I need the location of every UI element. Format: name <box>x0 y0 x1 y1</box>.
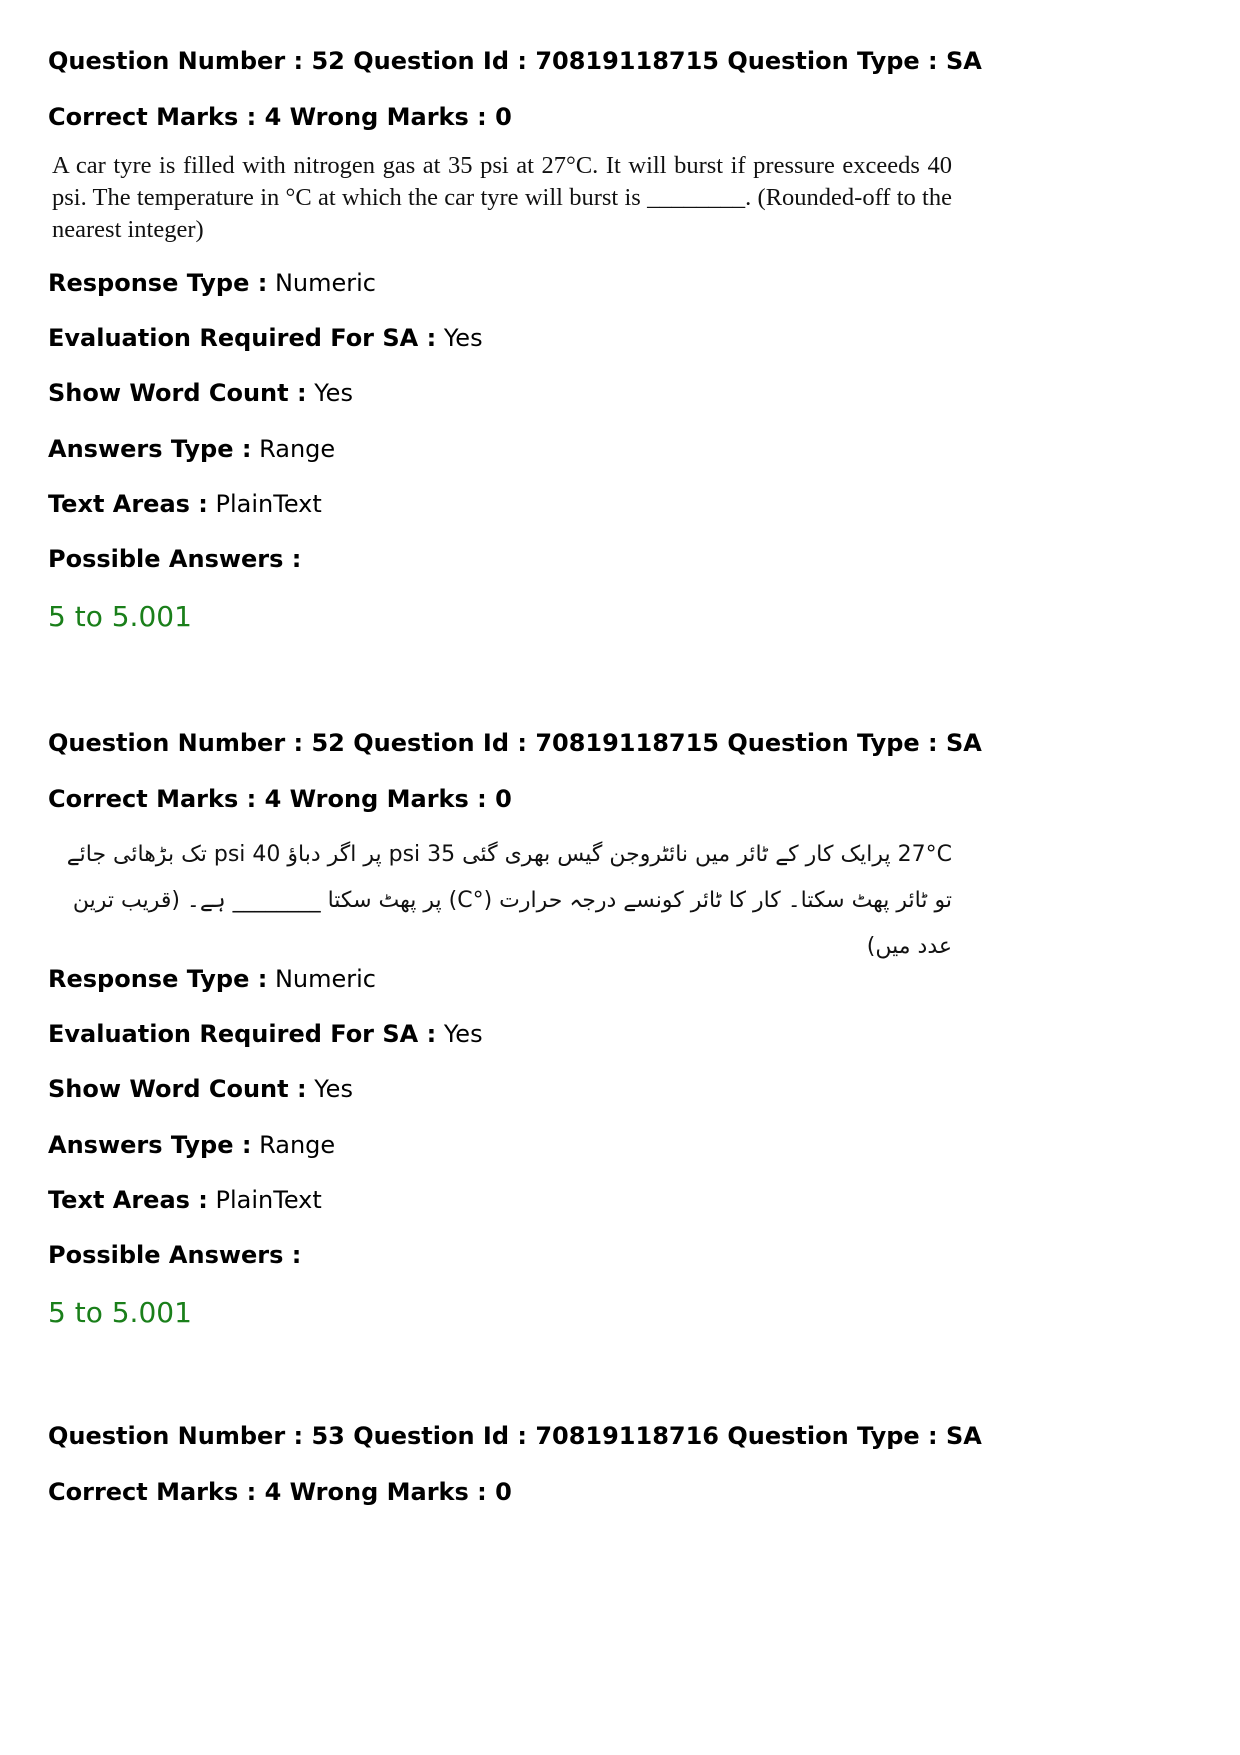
text-areas-row <box>48 489 322 519</box>
answers-type-row <box>48 1130 335 1160</box>
question-header: Question Number : 52 Question Id : 70819118715 Question Type : SA <box>48 729 982 757</box>
show-word-count-value: Yes <box>314 379 353 407</box>
evaluation-required-label: Evaluation Required For SA : <box>48 324 437 352</box>
answers-type-label: Answers Type : <box>48 1131 252 1159</box>
response-type-row <box>48 268 376 298</box>
question-header: Question Number : 52 Question Id : 70819118715 Question Type : SA <box>48 47 982 75</box>
question-text-urdu: 27°C پرایک کار کے ٹائر میں نائٹروجن گیس بھری گئی psi 35 پر اگر دباؤ psi 40 تک بڑھائی جائے تو ٹائر پھٹ سکتا۔ کار کا ٹائر کونسے درجہ حرارت (°C) پر پھٹ سکتا ________ ہے۔ (قریب ترین عدد میں) <box>66 842 952 959</box>
response-type-value: Numeric <box>274 269 376 297</box>
show-word-count-value: Yes <box>314 1075 353 1103</box>
answers-type-value: Range <box>259 1131 336 1159</box>
evaluation-required-row <box>48 323 483 353</box>
response-type-row <box>48 964 376 994</box>
response-type-label: Response Type : <box>48 965 268 993</box>
response-type-value: Numeric <box>274 965 376 993</box>
evaluation-required-value: Yes <box>443 324 483 352</box>
text-areas-label: Text Areas : <box>48 490 208 518</box>
evaluation-required-row <box>48 1019 483 1049</box>
marks-line: Correct Marks : 4 Wrong Marks : 0 <box>48 1478 512 1506</box>
text-areas-row <box>48 1185 322 1215</box>
possible-answers-label: Possible Answers : <box>48 545 302 573</box>
possible-answers-label: Possible Answers : <box>48 1241 302 1269</box>
possible-answer-value: 5 to 5.001 <box>48 1296 192 1329</box>
marks-line: Correct Marks : 4 Wrong Marks : 0 <box>48 785 512 813</box>
text-areas-label: Text Areas : <box>48 1186 208 1214</box>
answers-type-value: Range <box>259 435 336 463</box>
show-word-count-row <box>48 378 353 408</box>
evaluation-required-value: Yes <box>443 1020 483 1048</box>
show-word-count-row <box>48 1074 353 1104</box>
text-areas-value: PlainText <box>215 490 322 518</box>
possible-answer-value: 5 to 5.001 <box>48 600 192 633</box>
evaluation-required-label: Evaluation Required For SA : <box>48 1020 437 1048</box>
marks-line: Correct Marks : 4 Wrong Marks : 0 <box>48 103 512 131</box>
show-word-count-label: Show Word Count : <box>48 1075 307 1103</box>
text-areas-value: PlainText <box>215 1186 322 1214</box>
question-text: A car tyre is filled with nitrogen gas at 35 psi at 27°C. It will burst if pressure exceeds 40 psi. The temperature in °C at which the car tyre will burst is ________. (Rounded-off to the nearest integer) <box>52 152 952 243</box>
answers-type-row <box>48 434 335 464</box>
response-type-label: Response Type : <box>48 269 268 297</box>
answers-type-label: Answers Type : <box>48 435 252 463</box>
question-header: Question Number : 53 Question Id : 70819118716 Question Type : SA <box>48 1422 982 1450</box>
show-word-count-label: Show Word Count : <box>48 379 307 407</box>
